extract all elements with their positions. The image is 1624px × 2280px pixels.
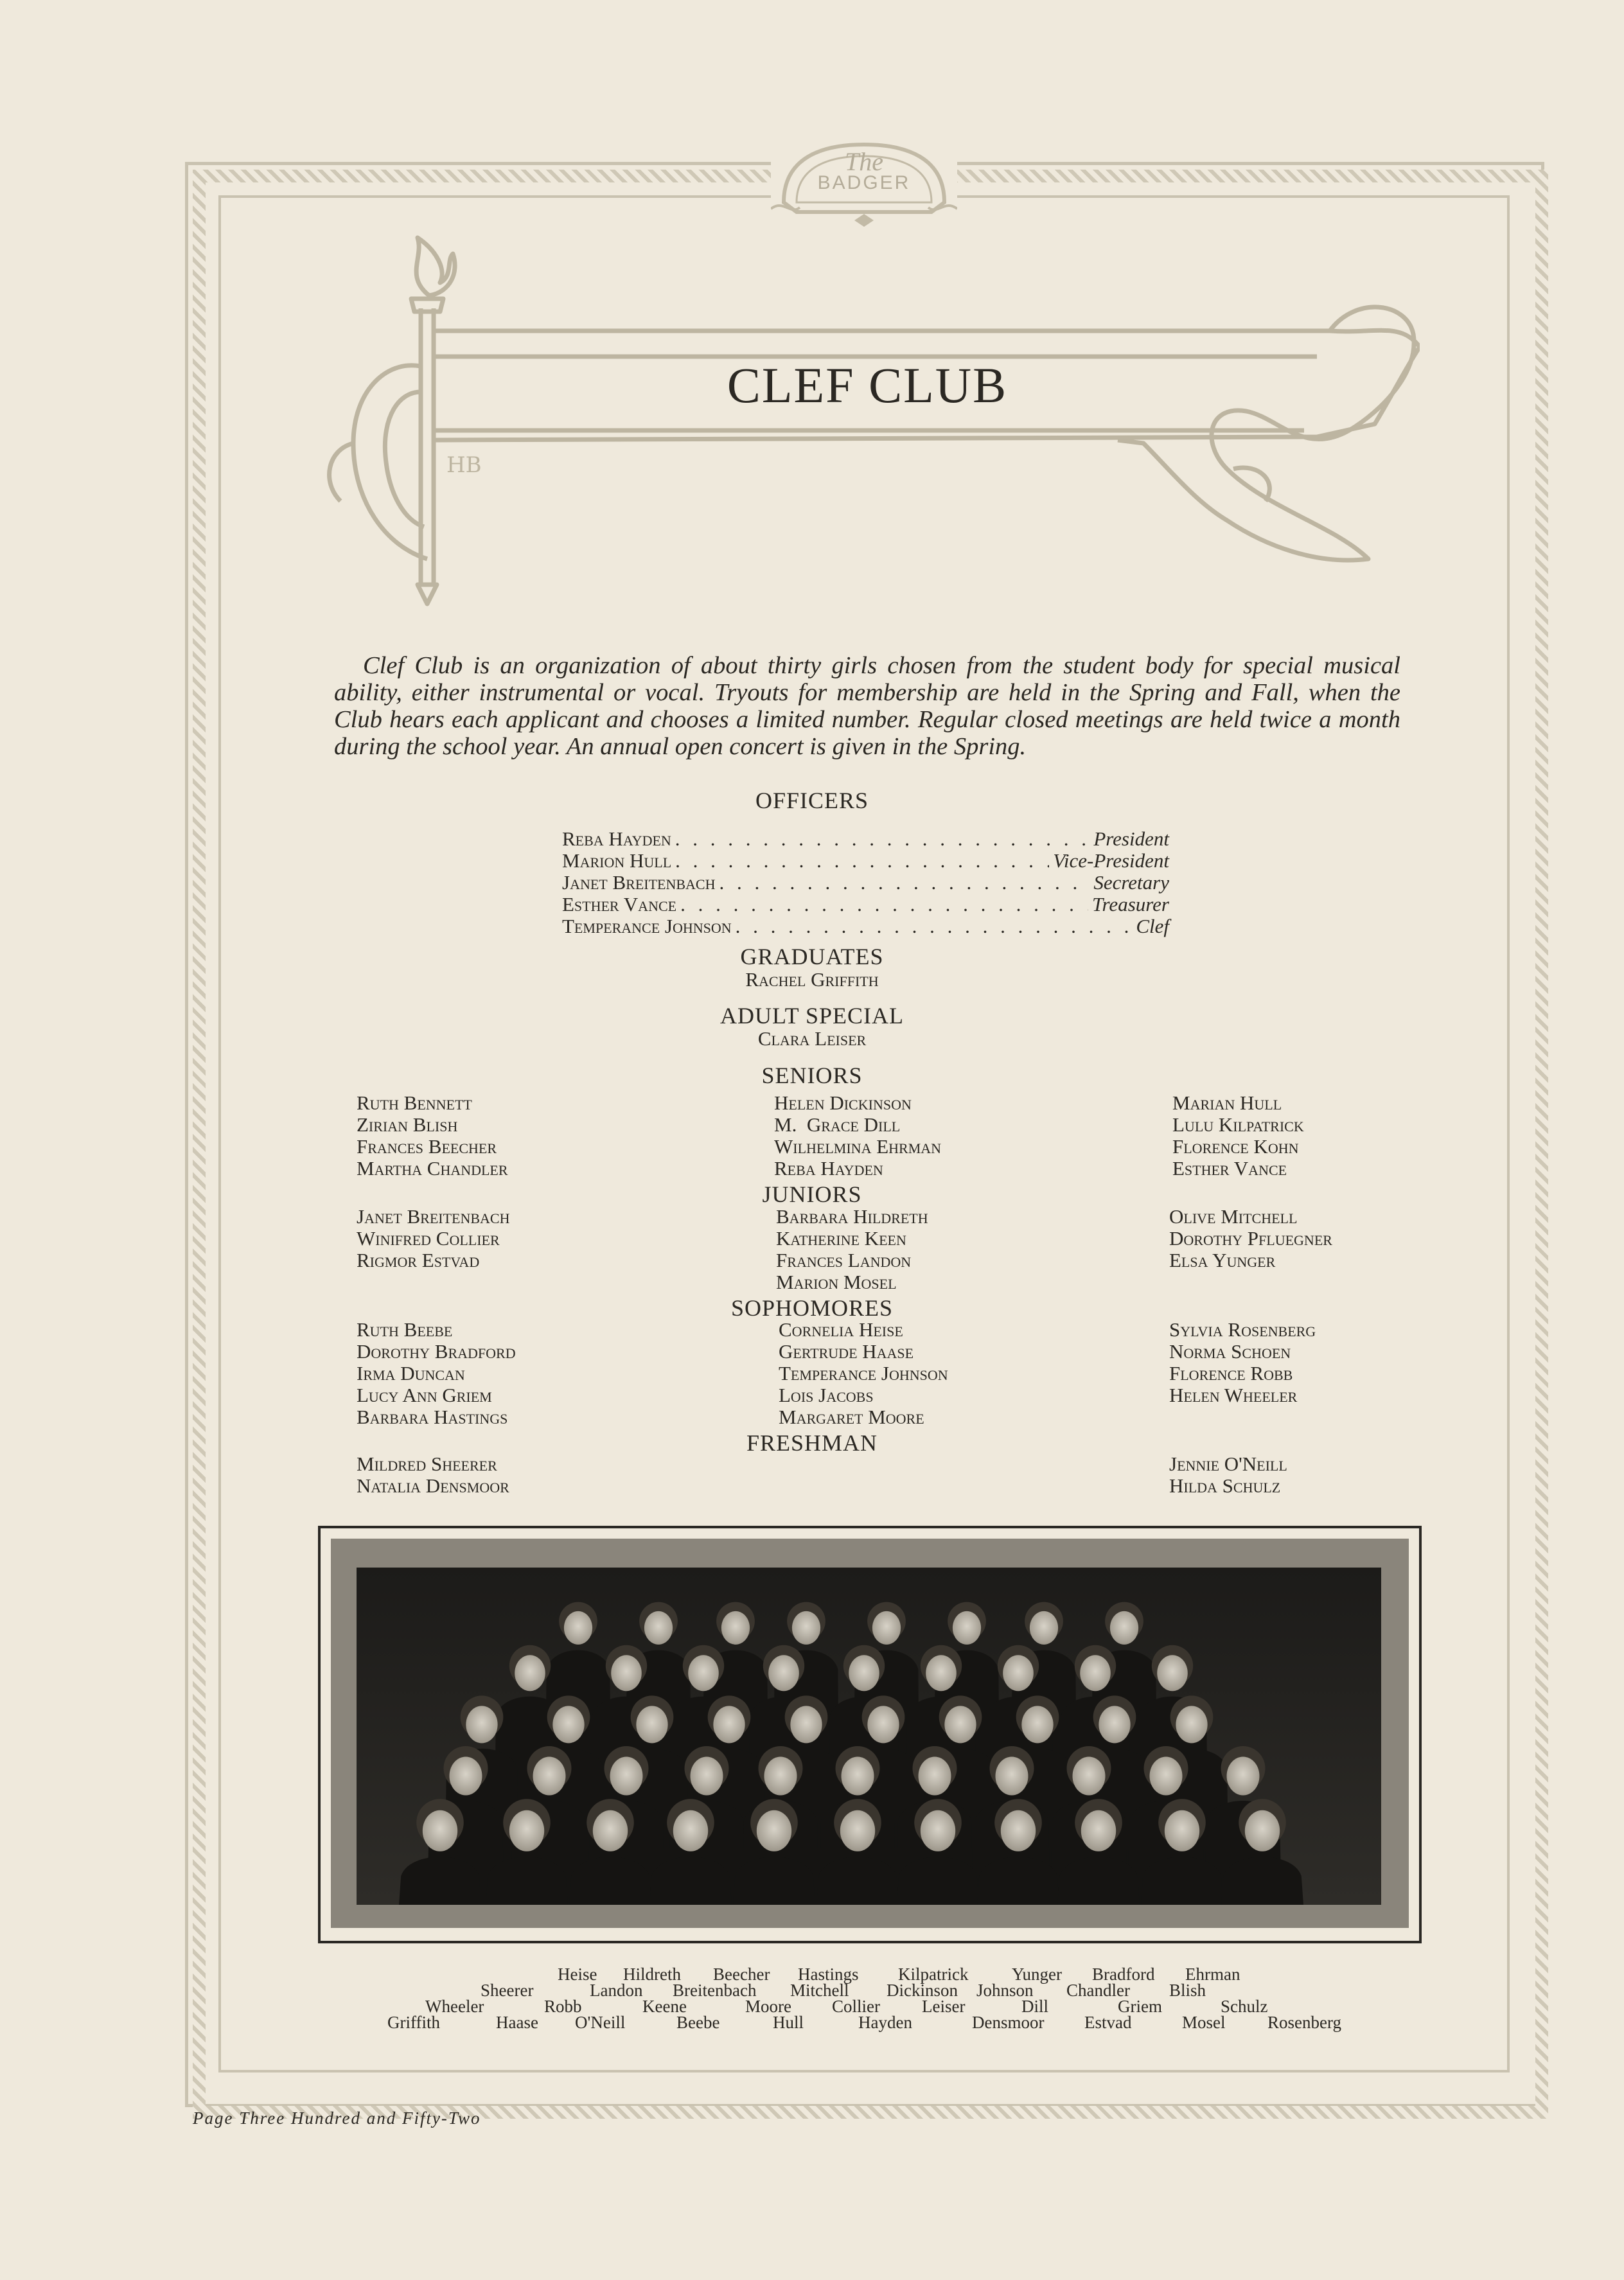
person-face bbox=[840, 1810, 875, 1851]
person-body bbox=[733, 1857, 815, 1905]
person-face bbox=[1245, 1810, 1280, 1851]
person-face bbox=[1165, 1810, 1199, 1851]
caption-name: Johnson bbox=[976, 1981, 1034, 2000]
caption-name: Schulz bbox=[1221, 1997, 1268, 2016]
member-name: Lulu Kilpatrick bbox=[1172, 1113, 1304, 1136]
person-face bbox=[926, 1655, 957, 1691]
officer-title: Treasurer bbox=[1091, 893, 1169, 915]
person-face bbox=[867, 1706, 899, 1743]
officer-row bbox=[562, 849, 1169, 871]
member-name: Barbara Hastings bbox=[357, 1406, 508, 1428]
juniors-column-middle bbox=[776, 1206, 928, 1293]
caption-name: Griem bbox=[1118, 1997, 1162, 2016]
member-name: Sylvia Rosenberg bbox=[1169, 1318, 1316, 1341]
person-face bbox=[1150, 1757, 1183, 1796]
officer-row bbox=[562, 893, 1169, 915]
officer-title: Secretary bbox=[1093, 871, 1169, 894]
member-name: Helen Wheeler bbox=[1169, 1384, 1298, 1406]
caption-name: Landon bbox=[590, 1981, 643, 2000]
adult-special-name: Clara Leiser bbox=[757, 1027, 867, 1050]
caption-name: Sheerer bbox=[481, 1981, 534, 2000]
officer-title: Clef bbox=[1136, 915, 1169, 937]
member-name: Gertrude Haase bbox=[779, 1340, 914, 1363]
caption-name: Robb bbox=[544, 1997, 582, 2016]
person-face bbox=[757, 1810, 791, 1851]
officer-title: President bbox=[1093, 827, 1169, 850]
person-face bbox=[1227, 1757, 1260, 1796]
caption-name: Hastings bbox=[798, 1965, 859, 1984]
caption-name: Blish bbox=[1169, 1981, 1206, 2000]
cartouche-the-text: The bbox=[845, 147, 883, 176]
person-face bbox=[636, 1706, 667, 1743]
juniors-column-right bbox=[1169, 1206, 1332, 1271]
person-face bbox=[1176, 1706, 1207, 1743]
person-face bbox=[564, 1611, 592, 1645]
caption-name: Moore bbox=[745, 1997, 791, 2016]
seniors-column-left bbox=[357, 1092, 508, 1180]
member-name: Janet Breitenbach bbox=[357, 1205, 510, 1228]
member-name: Wilhelmina Ehrman bbox=[774, 1135, 942, 1158]
caption-name: Yunger bbox=[1012, 1965, 1062, 1984]
adult-special-heading: ADULT SPECIAL bbox=[719, 1003, 905, 1029]
member-name: Frances Beecher bbox=[357, 1135, 497, 1158]
member-name: Hilda Schulz bbox=[1169, 1474, 1281, 1497]
member-name: Rigmor Estvad bbox=[357, 1249, 480, 1271]
member-name: Irma Duncan bbox=[357, 1362, 465, 1384]
officer-name: Esther Vance bbox=[562, 893, 677, 915]
person-face bbox=[1080, 1655, 1111, 1691]
juniors-heading: JUNIORS bbox=[762, 1181, 862, 1207]
caption-name: Mitchell bbox=[790, 1981, 849, 2000]
caption-name: Hayden bbox=[858, 2013, 912, 2032]
member-name: Ruth Bennett bbox=[357, 1091, 472, 1114]
caption-name: Beebe bbox=[676, 2013, 720, 2032]
person-face bbox=[1110, 1611, 1138, 1645]
person-body bbox=[816, 1857, 899, 1905]
caption-name: Haase bbox=[496, 2013, 538, 2032]
page-title: CLEF CLUB bbox=[727, 357, 1008, 413]
person-body bbox=[977, 1857, 1059, 1905]
person-face bbox=[849, 1655, 879, 1691]
member-name: Margaret Moore bbox=[779, 1406, 924, 1428]
member-name: Norma Schoen bbox=[1169, 1340, 1291, 1363]
person-face bbox=[1003, 1655, 1034, 1691]
intro-paragraph: Clef Club is an organization of about thirty girls chosen from the student body for special musical ability, either instrumental or vocal. Tryouts for membership are held in the Spring and Fall, when the Club hears each applicant and chooses a limited number. Regular closed meetings are held twice a month during the school year. An annual open concert is given in the Spring. bbox=[334, 652, 1400, 760]
page-footer: Page Three Hundred and Fifty-Two bbox=[193, 2108, 481, 2128]
member-name: Cornelia Heise bbox=[779, 1318, 903, 1341]
person-face bbox=[790, 1706, 822, 1743]
caption-name: Griffith bbox=[387, 2013, 440, 2032]
member-name: Florence Kohn bbox=[1172, 1135, 1299, 1158]
person-face bbox=[552, 1706, 584, 1743]
sophomores-column-left bbox=[357, 1319, 516, 1428]
person-face bbox=[611, 1655, 642, 1691]
member-name: Barbara Hildreth bbox=[776, 1205, 928, 1228]
member-name: Martha Chandler bbox=[357, 1157, 508, 1180]
caption-name: Ehrman bbox=[1185, 1965, 1240, 1984]
cartouche-badger-text: BADGER bbox=[817, 172, 911, 193]
caption-name: Collier bbox=[832, 1997, 880, 2016]
person-face bbox=[1030, 1611, 1058, 1645]
member-name: Temperance Johnson bbox=[779, 1362, 948, 1384]
person-body bbox=[569, 1857, 651, 1905]
freshman-column-left bbox=[357, 1453, 509, 1497]
caption-name: Keene bbox=[642, 1997, 687, 2016]
person-face bbox=[721, 1611, 750, 1645]
seniors-heading: SENIORS bbox=[761, 1063, 863, 1088]
person-body bbox=[1057, 1857, 1140, 1905]
member-name: Elsa Yunger bbox=[1169, 1249, 1276, 1271]
member-name: Natalia Densmoor bbox=[357, 1474, 509, 1497]
member-name: Dorothy Pfluegner bbox=[1169, 1227, 1332, 1250]
officer-title: Vice-President bbox=[1053, 849, 1169, 872]
person-body bbox=[1141, 1857, 1223, 1905]
member-name: Mildred Sheerer bbox=[357, 1453, 497, 1475]
caption-name: Heise bbox=[558, 1965, 597, 1984]
caption-name: Estvad bbox=[1084, 2013, 1132, 2032]
caption-name: Breitenbach bbox=[673, 1981, 757, 2000]
officer-name: Reba Hayden bbox=[562, 827, 671, 850]
group-photo bbox=[357, 1568, 1381, 1905]
juniors-column-left bbox=[357, 1206, 509, 1271]
person-body bbox=[399, 1857, 481, 1905]
person-face bbox=[919, 1757, 951, 1796]
member-name: Dorothy Bradford bbox=[357, 1340, 516, 1363]
member-name: Ruth Beebe bbox=[357, 1318, 453, 1341]
member-name: Marion Mosel bbox=[776, 1271, 897, 1293]
person-face bbox=[1157, 1655, 1188, 1691]
caption-name: Mosel bbox=[1182, 2013, 1226, 2032]
officer-row bbox=[562, 827, 1169, 849]
person-face bbox=[509, 1810, 544, 1851]
seniors-column-middle bbox=[774, 1092, 941, 1180]
caption-name: Bradford bbox=[1092, 1965, 1155, 1984]
member-name: Reba Hayden bbox=[774, 1157, 883, 1180]
person-face bbox=[1001, 1810, 1036, 1851]
person-face bbox=[842, 1757, 874, 1796]
person-face bbox=[713, 1706, 745, 1743]
member-name: Florence Robb bbox=[1169, 1362, 1293, 1384]
member-name: Katherine Keen bbox=[776, 1227, 906, 1250]
person-face bbox=[996, 1757, 1028, 1796]
member-name: Jennie O'Neill bbox=[1169, 1453, 1287, 1475]
sophomores-heading: SOPHOMORES bbox=[730, 1295, 894, 1321]
officer-name: Temperance Johnson bbox=[562, 915, 732, 937]
sophomores-column-middle bbox=[779, 1319, 948, 1428]
member-name: Marian Hull bbox=[1172, 1091, 1282, 1114]
member-name: Lucy Ann Griem bbox=[357, 1384, 492, 1406]
person-face bbox=[691, 1757, 723, 1796]
person-face bbox=[944, 1706, 976, 1743]
person-face bbox=[423, 1810, 457, 1851]
caption-name: Rosenberg bbox=[1267, 2013, 1341, 2032]
person-face bbox=[466, 1706, 497, 1743]
person-face bbox=[533, 1757, 566, 1796]
caption-name: Chandler bbox=[1066, 1981, 1130, 2000]
graduates-heading: GRADUATES bbox=[740, 944, 884, 969]
member-name: Helen Dickinson bbox=[774, 1091, 912, 1114]
caption-name: Hildreth bbox=[623, 1965, 681, 1984]
member-name: M. Grace Dill bbox=[774, 1113, 901, 1136]
caption-name: O'Neill bbox=[575, 2013, 626, 2032]
caption-name: Beecher bbox=[713, 1965, 770, 1984]
graduate-name: Rachel Griffith bbox=[745, 968, 879, 991]
person-face bbox=[792, 1611, 820, 1645]
caption-name: Leiser bbox=[922, 1997, 966, 2016]
person-face bbox=[1081, 1810, 1116, 1851]
member-name: Lois Jacobs bbox=[779, 1384, 874, 1406]
officer-name: Janet Breitenbach bbox=[562, 871, 716, 894]
officers-heading: OFFICERS bbox=[755, 788, 869, 813]
person-face bbox=[764, 1757, 797, 1796]
person-body bbox=[486, 1857, 568, 1905]
person-face bbox=[610, 1757, 643, 1796]
person-face bbox=[644, 1611, 673, 1645]
caption-name: Hull bbox=[773, 2013, 804, 2032]
member-name: Frances Landon bbox=[776, 1249, 912, 1271]
member-name: Esther Vance bbox=[1172, 1157, 1287, 1180]
member-name: Olive Mitchell bbox=[1169, 1205, 1298, 1228]
person-body bbox=[649, 1857, 732, 1905]
person-face bbox=[1099, 1706, 1130, 1743]
officer-row bbox=[562, 871, 1169, 893]
caption-name: Dickinson bbox=[887, 1981, 958, 2000]
member-name: Winifred Collier bbox=[357, 1227, 500, 1250]
officer-name: Marion Hull bbox=[562, 849, 672, 872]
freshman-column-right bbox=[1169, 1453, 1287, 1497]
person-face bbox=[872, 1611, 901, 1645]
person-face bbox=[593, 1810, 628, 1851]
person-face bbox=[1073, 1757, 1106, 1796]
person-body bbox=[897, 1857, 979, 1905]
person-face bbox=[1021, 1706, 1053, 1743]
person-face bbox=[768, 1655, 799, 1691]
person-face bbox=[921, 1810, 955, 1851]
caption-name: Wheeler bbox=[425, 1997, 484, 2016]
person-face bbox=[688, 1655, 719, 1691]
caption-name: Dill bbox=[1021, 1997, 1049, 2016]
person-face bbox=[450, 1757, 482, 1796]
seniors-column-right bbox=[1172, 1092, 1304, 1180]
sophomores-column-right bbox=[1169, 1319, 1316, 1406]
svg-text:HB: HB bbox=[446, 452, 482, 478]
member-name: Zirian Blish bbox=[357, 1113, 458, 1136]
person-face bbox=[673, 1810, 708, 1851]
freshman-heading: FRESHMAN bbox=[746, 1430, 878, 1456]
person-face bbox=[953, 1611, 981, 1645]
caption-name: Densmoor bbox=[972, 2013, 1045, 2032]
person-face bbox=[515, 1655, 545, 1691]
officer-row bbox=[562, 915, 1169, 937]
caption-name: Kilpatrick bbox=[898, 1965, 969, 1984]
person-body bbox=[1221, 1857, 1303, 1905]
